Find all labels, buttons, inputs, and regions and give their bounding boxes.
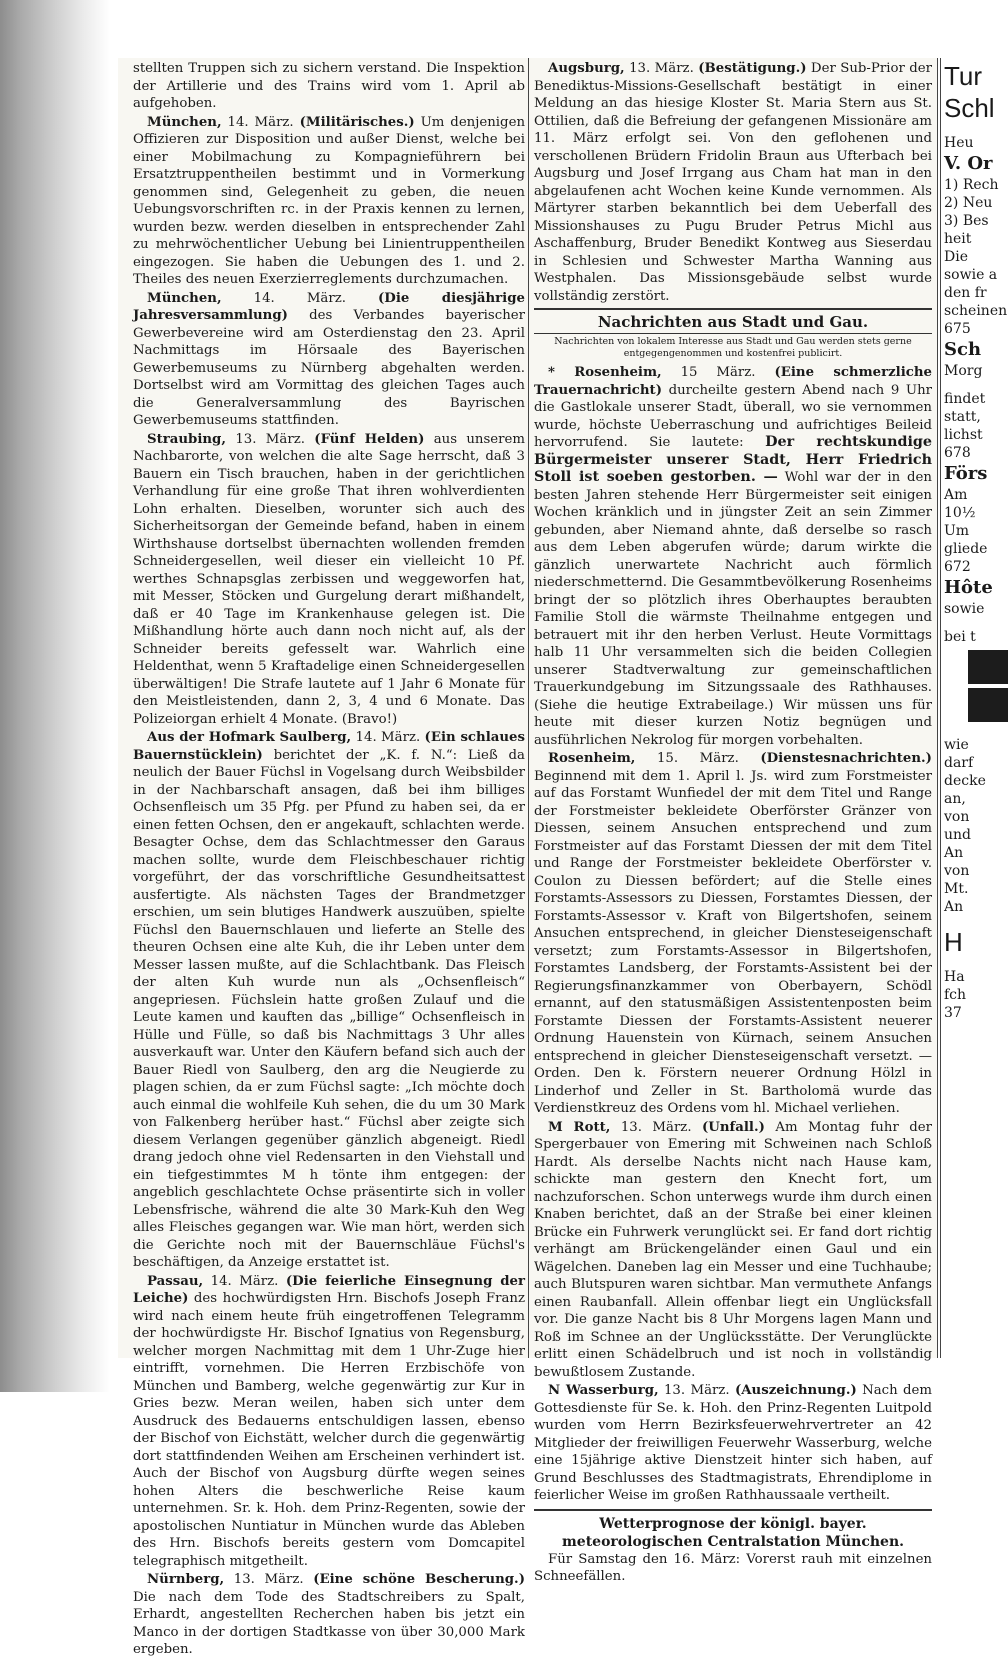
article-paragraph: Aus der Hofmark Saulberg, 14. März. (Ein schlaues Bauernstücklein) berichtet der „K. f. N.“: Ließ da neulich der Bauer Füchsl in Vogelsang durch Weibsbilder in der Nachbarschaft ansagen, daß bei ihm billiges Ochsenfleisch um 35 Pfg. per Pfund zu haben sei, da er einen fetten Ochsen, den er angekauft, schlachten werde. Besagter Ochse, dem das Schlachtmesser den Garaus machen sollte, wurde dem Fleischbeschauer richtig vorgeführt, der das vorschriftliche Gesundheitsattest ausfertigte. Als nächsten Tages der Brandmetzger erschien, um sein blutiges Handwerk auszuüben, spielte Füchsl den Bauernschlauen und lieferte an Stelle des theuren Ochsen eine alte Kuh, die ihr Leben unter dem Messer lassen mußte, auf die Schlachtbank. Das Fleisch der alten Kuh wurde nun als „Ochsenfleisch“ angepriesen. Füchslein hatte großen Zulauf und die Leute kamen und kauften das „billige“ Ochsenfleisch in Hülle und Fülle, so daß bis Nachmittags 3 Uhr alles ausverkauft war. Unter den Käufern befand sich auch der Bauer Riedl von Saulberg, den arg die Neugierde zu plagen schien, da er zum Füchsl sagte: „Ich möchte doch auch einmal die wohlfeile Kuh sehen, die du um 30 Mark von Falkenberg herüber hast.“ Füchsl aber zeigte sich diesem Verlangen gegenüber gänzlich abgeneigt. Riedl drang jedoch ohne viel Redensarten in den Viehstall und ein tiefgestimmtes M h tönte ihm entgegen: der angeblich geschlachtete Ochse präsentirte sich in voller Lebensfrische, während die alte 30 Mark-Kuh den Weg alles Fleisches gegangen war. Wie man hört, werden sich die Gerichte noch mit der Bauernschläue Füchsl's beschäftigen, da Anzeige erstattet ist.	[133, 730, 525, 1270]
book-binding-shadow	[0, 0, 110, 1392]
advert-fragment: sowie	[944, 601, 985, 617]
advert-fragment: Hôte	[944, 577, 993, 598]
advert-fragment: Tur	[944, 61, 983, 91]
advert-fragment: sowie a	[944, 267, 998, 283]
advert-black-block	[968, 650, 1008, 684]
advert-fragment: Die	[944, 249, 968, 265]
advert-fragment: lichst	[944, 427, 983, 443]
article-paragraph: München, 14. März. (Militärisches.) Um denjenigen Offizieren zur Disposition und außer Dienst, welche bei einer Mobilmachung zu Kompagnieführern bei Ersatztruppentheilen bestimmt und in Vormerkung genommen sind, Gelegenheit zu geben, die neuen Uebungsvorschriften rc. in der Praxis kennen zu lernen, wurden bezw. werden dieselben in entsprechender Zahl zu mehrwöchentlicher Uebung bei Linientruppentheilen eingezogen. Sie haben die Uebungen des 1. und 2. Theiles des neuen Exerzierreglements durchzumachen.	[133, 114, 526, 287]
advert-fragment: findet	[944, 391, 986, 407]
advert-fragment	[944, 726, 1000, 736]
advert-fragment: Schl	[944, 93, 995, 123]
advert-fragment: von	[944, 809, 970, 825]
advert-fragment: von	[944, 863, 970, 879]
advert-fragment: darf	[944, 755, 974, 771]
advert-fragment: 1) Rech	[944, 177, 999, 193]
article-paragraph: Nürnberg, 13. März. (Eine schöne Bescherung.) Die nach dem Tode des Stadtschreibers zu Spalt, Erhardt, angestellten Recherchen haben bis jetzt ein Manco in der dortigen Stadtkasse von über 30,000 Mark ergeben.	[133, 1572, 525, 1657]
article-paragraph: stellten Truppen sich zu sichern verstand. Die Inspektion der Artillerie und des Trains wird vom 1. April ab aufgehoben.	[133, 61, 525, 111]
advert-fragment	[944, 958, 1000, 968]
article-paragraph: Passau, 14. März. (Die feierliche Einsegnung der Leiche) des hochwürdigsten Hrn. Bischofs Joseph Franz wird nach einem heute früh eingetroffenen Telegramm der hochwürdigste Hr. Bischof Ignatius von Regensburg, welcher morgen Nachmittag mit dem 1 Uhr-Zuge hier eintrifft, vornehmen. Die Herren Erzbischöfe von München und Bamberg, welche gegenwärtig zur Kur in Gries bezw. Meran weilen, haben sich unter dem Ausdruck des Bedauerns entschuldigen lassen, ebenso der Bischof von Eichstätt, welcher durch die gegenwärtig dort stattfindenden Weihen am Erscheinen verhindert ist. Auch der Bischof von Augsburg dürfte wegen seines hohen Alters die beschwerliche Reise kaum unternehmen. Sr. k. Hoh. dem Prinz-Regenten, sowie der apostolischen Nuntiatur in München wurde das Ableben des Hrn. Bischofs bereits gestern vom Domcapitel telegraphisch mitgetheilt.	[133, 1273, 526, 1569]
section-subheading: Nachrichten von lokalem Interesse aus Stadt und Gau werden stets gerne entgegengenommen und kostenfrei publicirt.	[554, 336, 912, 359]
right-column	[534, 60, 933, 1584]
advert-fragment: Morg	[944, 363, 983, 379]
advert-fragment: V. Or	[944, 153, 993, 174]
advert-fragment: wie	[944, 737, 969, 753]
advert-fragment: Mt.	[944, 881, 969, 897]
article-paragraph: M Rott, 13. März. (Unfall.) Am Montag fuhr der Spergerbauer von Emering mit Schweinen nach Schloß Hardt. Als derselbe Nachts nicht nach Hause kam, schickte man gestern den Knecht fort, um nachzuforschen. Schon unterwegs wurde ihm durch einen Knaben berichtet, daß an der Straße bei einer kleinen Brücke ein Fuhrwerk verunglückt sei. Er fand dort richtig verhängt am Brückengeländer einen Gaul und ein Wägelchen. Daneben lag ein Messer und eine Tuchhaube; auch Blutspuren waren sichtbar. Man vermuthete Anfangs einen Raubanfall. Allein offenbar liegt ein Unglücksfall vor. Die ganze Nacht bis 8 Uhr Morgens lagen Mann und Roß im Schnee an der Unglücksstätte. Der Verunglückte erlitt einen Schädelbruch und ist noch in vollständig bewußtlosem Zustande.	[534, 1119, 932, 1380]
advert-fragment: 3) Bes	[944, 213, 989, 229]
article-paragraph: Augsburg, 13. März. (Bestätigung.) Der Sub-Prior der Benediktus-Missions-Gesellschaft bestätigt in einer Meldung an das hiesige Kloster St. Maria Stern aus St. Ottilien, daß die Befreiung der gefangenen Missionäre am 11. März erfolgt sei. Von den geflohenen und verschollenen Brüdern Fridolin Braun aus Ufterbach bei Augsburg und Josef Irrgang aus Cham hat man in den abgelaufenen acht Wochen keine Kunde vernommen. Als Märtyrer starben bekanntlich bei dem Ueberfall des Missionshauses zu Pugu Bruder Petrus Michl aus Aschaffenburg, Bruder Benedikt Kontweg aus Sieserdau in Schlesien und Schwester Martha Wanning aus Westphalen. Das Missionsgebäude selbst wurde vollständig zerstört.	[534, 61, 932, 304]
advert-fragment: Am	[944, 487, 968, 503]
advert-black-block	[968, 688, 1008, 722]
advert-fragment	[944, 380, 1000, 390]
article-paragraph: N Wasserburg, 13. März. (Auszeichnung.) Nach dem Gottesdienste für Se. k. Hoh. den Prinz-Regenten Luitpold wurden vom Herrn Bezirksfeuerwehrvertreter an 42 Mitglieder der freiwilligen Feuerwehr Wasserburg, welche eine 15jährige aktive Dienstzeit hinter sich haben, auf Grund Beschlusses des Stadtmagistrats, Ehrendiplome in feierlicher Weise im großen Rathhaussaale vertheilt.	[534, 1383, 932, 1503]
advert-fragment	[944, 618, 1000, 628]
advert-fragment: 10½	[944, 505, 976, 521]
weather-heading: Wetterprognose der königl. bayer. meteorologischen Centralstation München.	[534, 1509, 932, 1551]
advert-fragment: 675	[944, 321, 971, 337]
advert-fragment: Förs	[944, 463, 988, 484]
weather-forecast: Für Samstag den 16. März: Vorerst rauh mit einzelnen Schneefällen.	[534, 1551, 932, 1584]
advert-fragment: H	[944, 927, 963, 957]
advert-fragment: Ha	[944, 969, 965, 985]
column-rule	[937, 58, 938, 1358]
advert-fragment: gliede	[944, 541, 988, 557]
advert-fragment: Sch	[944, 339, 982, 360]
article-paragraph: München, 14. März. (Die diesjährige Jahresversammlung) des Verbandes bayerischer Gewerbevereine wird am Osterdienstag den 23. April Nachmittags im Hörsaale des Bayerischen Gewerbemuseums zu Nürnberg abgehalten werden. Dortselbst wird am Vormittag des gleichen Tages auch die Generalversammlung des Bayrischen Gewerbemuseums stattfinden.	[133, 290, 525, 428]
article-paragraph: Rosenheim, 15. März. (Dienstesnachrichten.) Beginnend mit dem 1. April l. Js. wird zum Forstmeister auf das Forstamt Wunfiedel der mit dem Titel und Range der Forstmeister bekleidete Oberförster Gränzer von Diessen, seinem Ansuchen entsprechend und zum Forstmeister auf das Forstamt Diessen der mit dem Titel und Range der Forstmeister bekleidete Oberförster v. Coulon zu Diessen befördert; auf die Stelle eines Forstamts-Assessors zu Diessen, Forstamtes Diessen, der Forstamts-Assessor v. Kraft von Bilgertshofen, seinem Ansuchen entsprechend, in gleicher Diensteseigenschaft versetzt; zum Forstamts-Assessor in Bilgertshofen, Forstamtes Landsberg, der Forstamts-Assistent bei der Regierungsfinanzkammer von Oberbayern, Schödl ernannt, auf den statusmäßigen Assistentenposten beim Forstamte Diessen der Forstamts-Assistent neuerer Ordnung Hauenstein von Kürnach, seinem Ansuchen entsprechend in gleicher Diensteseigenschaft versetzt. — Orden. Den k. Förstern neuerer Ordnung Hölzl in Linderhof und Zeller in St. Bartholomä wurde das Verdienstkreuz des Ordens vom hl. Michael verliehen.	[534, 751, 932, 1116]
advert-fragment: An	[944, 845, 964, 861]
left-column	[133, 60, 526, 1657]
advert-fragment: Um	[944, 523, 970, 539]
advert-fragment: 672	[944, 559, 971, 575]
column-rule	[528, 58, 529, 1358]
column-rule	[940, 58, 941, 1358]
advert-fragment: fch	[944, 987, 967, 1003]
advert-fragment: den fr	[944, 285, 987, 301]
advert-fragment: und	[944, 827, 971, 843]
article-paragraph: Straubing, 13. März. (Fünf Helden) aus unserem Nachbarorte, von welchen die alte Sage herrscht, daß 3 Bauern ein Tisch brauchen, haben in der gerichtlichen Verhandlung für eine große That ihren wohlverdienten Lohn erhalten. Dieselben, worunter sich auch des Sicherheitsorgan der Gemeinde befand, haben in einem Wirthshause dortselbst übernachten wollenden fremden Schneidergesellen, weil dieser ein vielleicht 10 Pf. werthes Schnapsglas zerbissen und weggeworfen hat, mit Messer, Stöcken und Gurgelung derart mißhandelt, daß er 40 Tage im Krankenhause gelegen ist. Die Mißhandlung hörte auch dann noch nicht auf, als der Schneider bereits gefesselt war. Wahrlich eine Heldenthat, wenn 5 Kraftadelige einen Schneidergesellen überwältigen! Die Strafe lautete auf 1 Jahr 6 Monate für den Meistleistenden, dann 2, 3, 4 und 6 Monate. Das Polizeiorgan erhielt 4 Monate. (Bravo!)	[133, 431, 526, 727]
advert-fragment: 37	[944, 1005, 962, 1021]
article-paragraph: * Rosenheim, 15 März. (Eine schmerzliche Trauernachricht) durcheilte gestern Abend nach 9 Uhr die Gastlokale unserer Stadt, überall, wo sie vernommen wurde, höchste Ueberraschung und aufrichtiges Beileid hervorrufend. Sie lautete: Der rechtskundige Bürgermeister unserer Stadt, Herr Friedrich Stoll ist soeben gestorben. — Wohl war der in den besten Jahren stehende Herr Bürgermeister seit einigen Wochen kränklich und in jüngster Zeit an sein Zimmer gebunden, aber Niemand ahnte, daß derselbe so rasch aus dem Leben abgerufen würde; darum wirkte die gänzlich unerwartete Nachricht auch förmlich niederschmetternd. Die Gesammtbevölkerung Rosenheims bringt der so plötzlich ihres Oberhauptes beraubten Familie Stoll die wärmste Theilnahme entgegen und betrauert mit ihr den herben Verlust. Heute Vormittags halb 11 Uhr versammelten sich die beiden Collegien unserer Stadtverwaltung zur gemeinschaftlichen Trauerkundgebung im Sitzungssaale des Rathhauses. (Siehe die heutige Extrabeilage.) Wir müssen uns für heute mit dieser kurzen Notiz begnügen und ausführlichen Nekrolog für morgen vorbehalten.	[534, 365, 933, 748]
advert-fragment: heit	[944, 231, 972, 247]
advert-fragment: An	[944, 899, 964, 915]
advert-fragment: 678	[944, 445, 971, 461]
headline-announcement: Der rechtskundige Bürgermeister unserer Stadt, Herr Friedrich Stoll ist soeben gestorben. —	[534, 434, 932, 485]
cutoff-advert-column	[944, 60, 1008, 1360]
advert-fragment: Heu	[944, 135, 974, 151]
advert-fragment	[944, 124, 1000, 134]
advert-fragment: an,	[944, 791, 966, 807]
advert-fragment: bei t	[944, 629, 976, 645]
advert-fragment: decke	[944, 773, 986, 789]
advert-fragment: statt,	[944, 409, 981, 425]
advert-fragment: scheinen	[944, 303, 1008, 319]
section-heading: Nachrichten aus Stadt und Gau.	[534, 308, 932, 334]
advert-fragment: 2) Neu	[944, 195, 993, 211]
advert-fragment	[944, 916, 1000, 926]
